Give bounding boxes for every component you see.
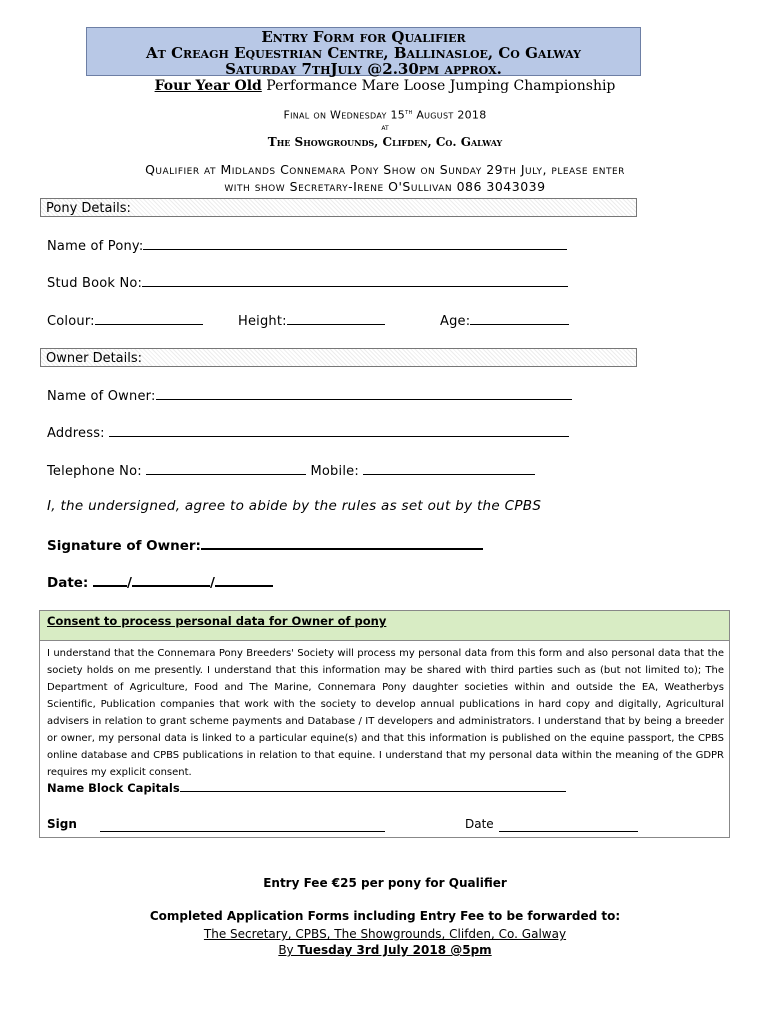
age-label: Age:: [440, 314, 471, 329]
final-sup: th: [405, 108, 413, 116]
final-date-line: [0, 108, 770, 122]
deadline-prefix: By: [278, 943, 298, 957]
colour-line[interactable]: [95, 312, 203, 325]
qualifier-line-1: Qualifier at Midlands Connemara Pony Show on Sunday 29th July, please enter: [145, 162, 625, 177]
height-field[interactable]: [238, 312, 385, 329]
header-banner: [86, 27, 641, 76]
championship-subtitle: [0, 78, 770, 94]
subtitle-emphasis: Four Year Old: [154, 78, 262, 94]
pony-name-label: Name of Pony:: [47, 239, 144, 254]
signature-line[interactable]: [201, 536, 483, 550]
date-sep-1: /: [127, 575, 132, 591]
header-title: Entry Form for Qualifier: [261, 28, 466, 46]
date-month-line[interactable]: [132, 573, 210, 587]
agreement-statement: I, the undersigned, agree to abide by the rules as set out by the CPBS: [47, 498, 542, 514]
stud-book-field[interactable]: [47, 274, 568, 291]
consent-date-line[interactable]: [499, 831, 638, 832]
stud-book-label: Stud Book No:: [47, 276, 143, 291]
age-line[interactable]: [470, 312, 569, 325]
consent-date-label: Date: [465, 817, 494, 831]
age-field[interactable]: [440, 312, 569, 329]
pony-name-line[interactable]: [143, 237, 567, 250]
address-label: Address:: [47, 426, 110, 441]
date-day-line[interactable]: [93, 573, 127, 587]
name-block-label: Name Block Capitals: [47, 781, 180, 795]
mobile-line[interactable]: [363, 462, 535, 475]
final-month: August 2018: [412, 108, 487, 122]
pony-details-header: Pony Details:: [40, 198, 637, 217]
forwarding-instruction: Completed Application Forms including Entry Fee to be forwarded to:: [149, 909, 621, 923]
stud-book-line[interactable]: [142, 274, 568, 287]
final-text: Final on Wednesday 15: [283, 108, 406, 122]
consent-sign-label: Sign: [47, 817, 77, 831]
owner-name-field[interactable]: [47, 387, 572, 404]
consent-text: I understand that the Connemara Pony Breeders' Society will process my personal data from this form and also personal data that the society holds on me presently. I understand that this information may be shared with third parties such as (but not limited to); The Department of Agriculture, Food and The Marine, Connemara Pony daughter societies within and outside the EA, Weatherbys Scientific, Publication companies that work with the society to develop annual publications in hard copy and digitally, Agricultural advisers in relation to grant scheme payments and Database / IT developers and administrators. I understand that by being a breeder or owner, my personal data is linked to a particular equine(s) and that this information is published on the equine passport, the CPBS online database and CPBS publications in relation to that equine. I understand that my personal data within the meaning of the GDPR requires my explicit consent.: [47, 648, 724, 778]
telephone-field[interactable]: [47, 462, 535, 479]
final-venue: The Showgrounds, Clifden, Co. Galway: [267, 135, 503, 149]
owner-name-line[interactable]: [156, 387, 572, 400]
pony-name-field[interactable]: [47, 237, 567, 254]
address-line[interactable]: [109, 424, 569, 437]
telephone-line[interactable]: [146, 462, 306, 475]
mobile-label: Mobile:: [306, 464, 364, 479]
at-line: at: [381, 123, 389, 133]
consent-title: Consent to process personal data for Owner of pony: [47, 614, 387, 628]
qualifier-line-2: with show Secretary-Irene O'Sullivan 086 3043039: [224, 179, 546, 194]
colour-label: Colour:: [47, 314, 95, 329]
entry-fee: Entry Fee €25 per pony for Qualifier: [263, 876, 507, 890]
owner-signature-field[interactable]: [47, 536, 483, 554]
telephone-label: Telephone No:: [47, 464, 147, 479]
name-block-line[interactable]: [180, 781, 566, 792]
header-date: Saturday 7thJuly @2.30pm approx.: [225, 60, 502, 78]
colour-field[interactable]: [47, 312, 203, 329]
owner-details-header: Owner Details:: [40, 348, 637, 367]
date-label: Date:: [47, 575, 94, 591]
deadline-line: [0, 943, 770, 957]
secretary-address: The Secretary, CPBS, The Showgrounds, Clifden, Co. Galway: [203, 927, 567, 941]
consent-sign-line[interactable]: [100, 831, 385, 832]
signature-label: Signature of Owner:: [47, 538, 201, 554]
name-block-capitals-field[interactable]: [47, 781, 566, 795]
subtitle-rest: Performance Mare Loose Jumping Championship: [261, 78, 616, 94]
date-year-line[interactable]: [215, 573, 273, 587]
date-field[interactable]: [47, 573, 273, 591]
deadline-date: Tuesday 3rd July 2018 @5pm: [297, 943, 492, 957]
address-field[interactable]: [47, 424, 569, 441]
height-line[interactable]: [287, 312, 385, 325]
date-sep-2: /: [209, 575, 215, 591]
header-venue: At Creagh Equestrian Centre, Ballinasloe, Co Galway: [146, 44, 581, 62]
owner-name-label: Name of Owner:: [47, 389, 156, 404]
height-label: Height:: [238, 314, 287, 329]
